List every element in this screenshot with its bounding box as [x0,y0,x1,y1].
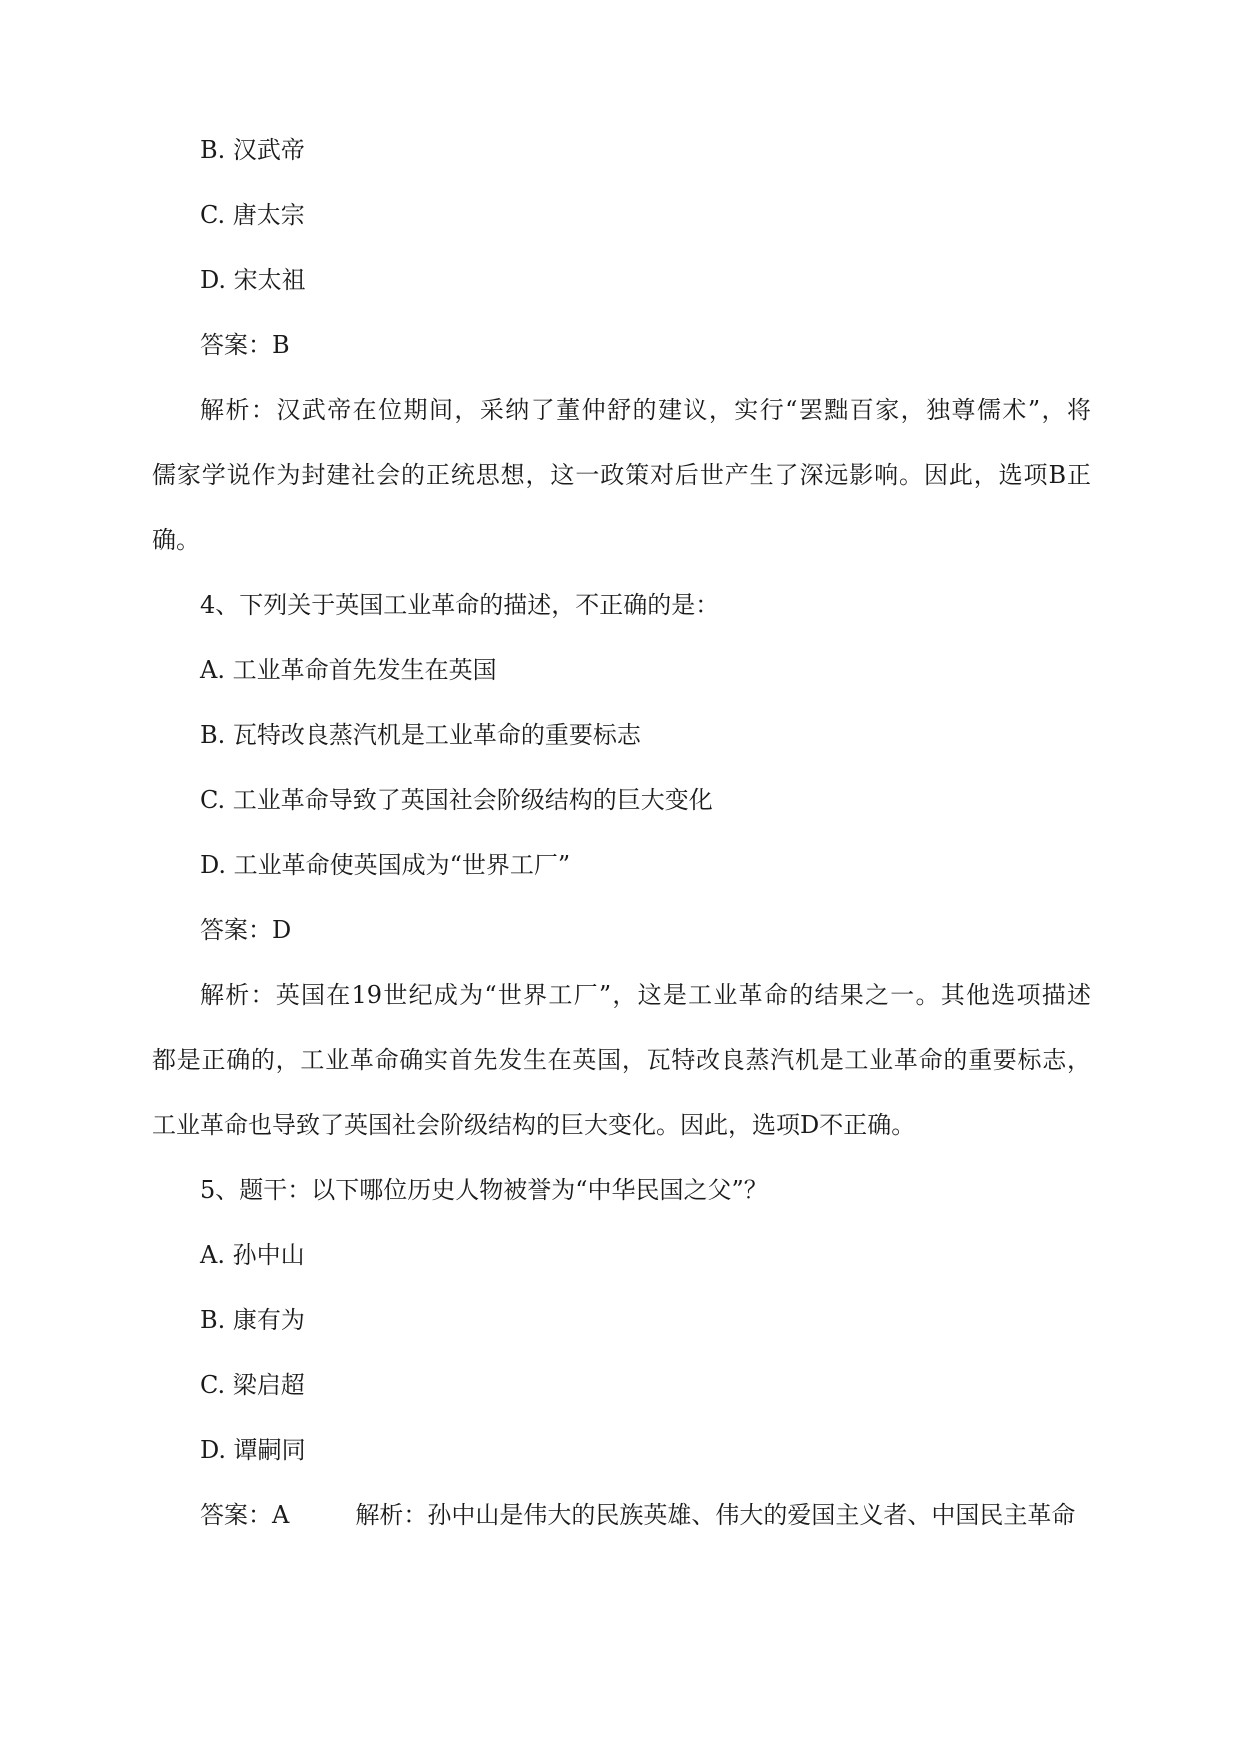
q4-answer: 答案：D [200,916,292,944]
q3-answer: 答案：B [200,331,290,359]
q4-option-d: D. 工业革命使英国成为“世界工厂” [200,851,571,879]
q5-option-c: C. 梁启超 [200,1371,305,1399]
q5-option-b: B. 康有为 [200,1306,305,1334]
q5-option-a: A. 孙中山 [200,1241,305,1269]
q4-question: 4、下列关于英国工业革命的描述，不正确的是： [200,591,720,619]
q5-answer-row [200,1500,1075,1530]
q5-option-d: D. 谭嗣同 [200,1436,306,1464]
q4-analysis-line-2: 都是正确的，工业革命确实首先发生在英国，瓦特改良蒸汽机是工业革命的重要标志， [152,1046,1091,1074]
q3-option-d: D. 宋太祖 [200,266,306,294]
q4-analysis-line-3: 工业革命也导致了英国社会阶级结构的巨大变化。因此，选项D不正确。 [152,1111,916,1139]
q5-analysis-line-1: 解析：孙中山是伟大的民族英雄、伟大的爱国主义者、中国民主革命 [355,1501,1076,1529]
q3-analysis-line-1: 解析：汉武帝在位期间，采纳了董仲舒的建议，实行“罢黜百家，独尊儒术”，将 [200,396,1091,424]
q4-analysis-line-1: 解析：英国在19世纪成为“世界工厂”，这是工业革命的结果之一。其他选项描述 [200,981,1091,1009]
q5-answer: 答案：A [200,1501,290,1529]
q4-option-a: A. 工业革命首先发生在英国 [200,656,497,684]
q3-option-c: C. 唐太宗 [200,201,305,229]
q4-option-c: C. 工业革命导致了英国社会阶级结构的巨大变化 [200,786,713,814]
q4-option-b: B. 瓦特改良蒸汽机是工业革命的重要标志 [200,721,641,749]
q3-option-b: B. 汉武帝 [200,136,305,164]
q3-analysis-line-2: 儒家学说作为封建社会的正统思想，这一政策对后世产生了深远影响。因此，选项B正 [152,461,1091,489]
q3-analysis-line-3: 确。 [152,526,200,554]
q5-question: 5、题干：以下哪位历史人物被誉为“中华民国之父”？ [200,1176,768,1204]
